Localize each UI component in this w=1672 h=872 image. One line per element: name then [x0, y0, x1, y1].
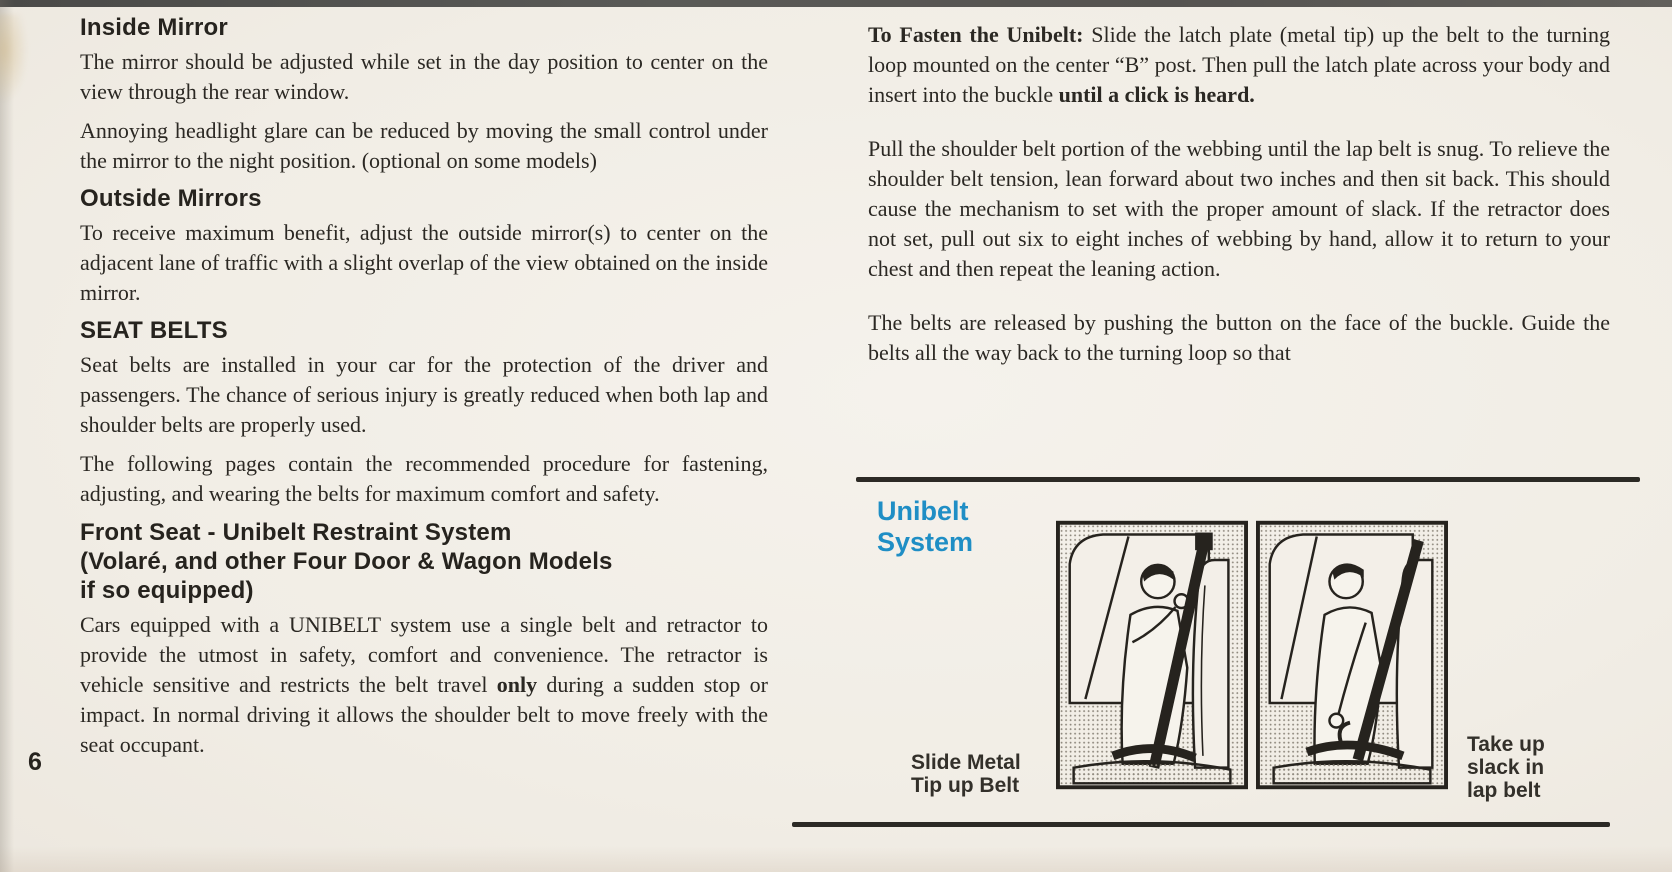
front-seat-paragraph-text-2: during a sudden stop or impact. In normal driving it allows the shoulder belt to move freely with the seat occupant. [80, 672, 768, 757]
page-number: 6 [28, 748, 42, 776]
front-seat-paragraph [80, 610, 768, 760]
figure-panel-slide-tip-illustration [1056, 518, 1248, 792]
fasten-unibelt-paragraph [868, 20, 1610, 110]
caption-slide-metal-tip-line2: Tip up Belt [911, 774, 1020, 797]
outside-mirrors-paragraph: To receive maximum benefit, adjust the outside mirror(s) to center on the adjacent lane of traffic with a slight overlap of the view obtained on the inside mirror. [80, 220, 768, 305]
front-seat-paragraph-text: Cars equipped with a UNIBELT system use a single belt and retractor to provide the utmost in safety, comfort and convenience. The retractor is vehicle sensitive and restricts the belt travel [80, 612, 768, 697]
unibelt-system-label [877, 496, 973, 558]
inside-mirror-heading: Inside Mirror [80, 14, 228, 41]
inside-mirror-paragraph: The mirror should be adjusted while set in the day position to center on the view through the rear window. [80, 49, 768, 104]
belt-release-paragraph: The belts are released by pushing the button on the face of the buckle. Guide the belts all the way back to the turning loop so that [868, 310, 1610, 365]
caption-take-up-slack-line3: lap belt [1467, 779, 1541, 802]
front-seat-heading-line1: Front Seat - Unibelt Restraint System [80, 519, 512, 546]
seat-belts-paragraph-1: Seat belts are installed in your car for the protection of the driver and passengers. The chance of serious injury is greatly reduced when both lap and shoulder belts are properly used. [80, 352, 768, 437]
headlight-glare-paragraph: Annoying headlight glare can be reduced by moving the small control under the mirror to the night position. (optional on some models) [80, 118, 768, 173]
scan-bottom-shade [0, 846, 1672, 872]
fasten-unibelt-body: Slide the latch plate (metal tip) up the belt to the turning loop mounted on the center “B” post. Then pull the latch plate across your body and insert into the buckle [868, 22, 1610, 107]
caption-take-up-slack-line2: slack in [1467, 756, 1545, 779]
front-seat-heading [80, 518, 768, 605]
paper-stain [0, 14, 28, 104]
unibelt-system-label-line1: Unibelt [877, 496, 969, 526]
front-seat-heading-line3: if so equipped) [80, 577, 254, 604]
fasten-unibelt-lead: To Fasten the Unibelt: [868, 22, 1084, 47]
unibelt-system-label-line2: System [877, 527, 974, 557]
fasten-unibelt-bold-end: until a click is heard. [1058, 82, 1255, 107]
seat-belts-heading: SEAT BELTS [80, 317, 228, 344]
scan-top-edge [0, 0, 1672, 7]
front-seat-heading-line2: (Volaré, and other Four Door & Wagon Models [80, 548, 613, 575]
seat-belts-paragraph-2: The following pages contain the recommended procedure for fastening, adjusting, and wearing the belts for maximum comfort and safety. [80, 451, 768, 506]
caption-take-up-slack-line1: Take up [1467, 733, 1545, 756]
left-column [80, 14, 768, 769]
belt-tension-paragraph: Pull the shoulder belt portion of the webbing until the lap belt is snug. To relieve the shoulder belt tension, lean forward about two inches and then sit back. This should cause the mechanism to set with the proper amount of slack. If the retractor does not set, pull out six to eight inches of webbing by hand, allow it to return to your chest and then repeat the leaning action. [868, 136, 1610, 281]
caption-slide-metal-tip-line1: Slide Metal [911, 751, 1021, 774]
caption-take-up-slack [1467, 733, 1545, 802]
caption-slide-metal-tip [911, 751, 1021, 797]
right-column [868, 20, 1610, 392]
front-seat-paragraph-bold-word: only [496, 672, 538, 697]
outside-mirrors-heading: Outside Mirrors [80, 185, 262, 212]
figure-top-rule [856, 477, 1640, 482]
figure-bottom-rule [792, 822, 1610, 827]
unibelt-figure [1056, 518, 1448, 792]
scan-left-shadow [0, 0, 14, 872]
figure-panel-take-up-slack-illustration [1256, 518, 1448, 792]
